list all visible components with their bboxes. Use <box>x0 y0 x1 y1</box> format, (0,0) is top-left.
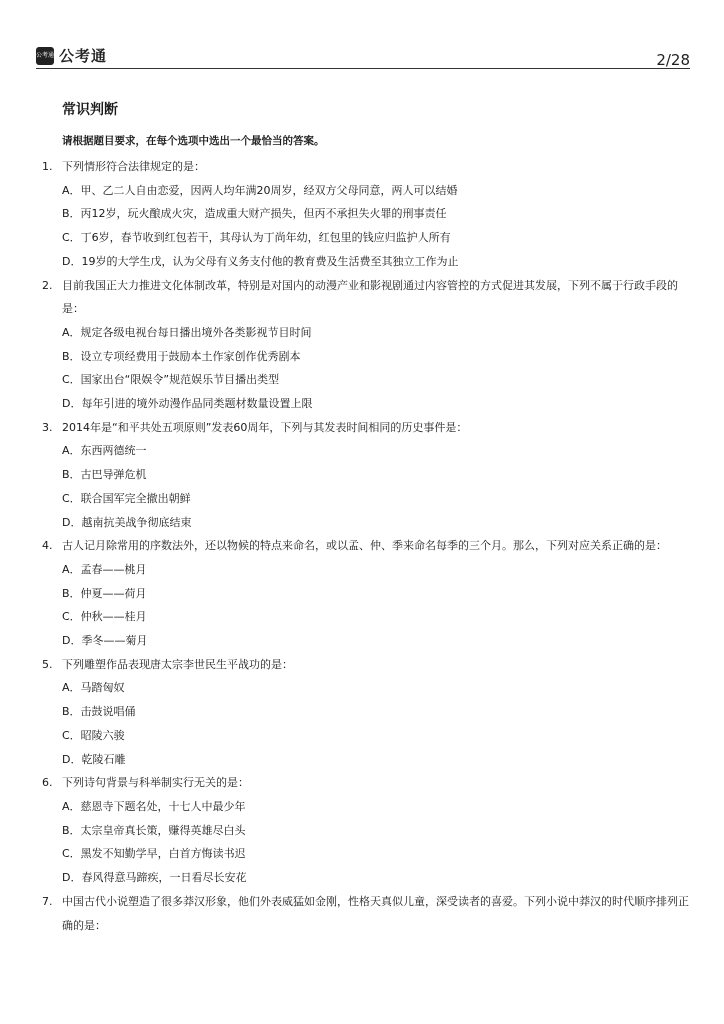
option-a: A．慈恩寺下题名处，十七人中最少年 <box>62 799 246 813</box>
option-d: D．季冬——菊月 <box>62 634 148 648</box>
question-text: 中国古代小说塑造了很多莽汉形象，他们外表威猛如金刚，性格天真似儿童，深受读者的喜爱。下列小说中莽汉的时代顺序排列正确的是： <box>62 894 689 932</box>
question-number: 5. <box>42 657 53 671</box>
question-number: 1. <box>42 160 53 173</box>
option-c: C．国家出台“限娱令”规范娱乐节目播出类型 <box>62 373 280 387</box>
question-3 <box>40 416 690 535</box>
question-4 <box>40 534 690 653</box>
option-a: A．东西两德统一 <box>62 444 147 458</box>
option-b: B．击鼓说唱俑 <box>62 705 136 719</box>
option-b: B．设立专项经费用于鼓励本土作家创作优秀剧本 <box>62 349 301 363</box>
question-number: 3. <box>42 420 53 434</box>
page-number: 2/28 <box>656 51 690 69</box>
option-c: C．联合国军完全撤出朝鲜 <box>62 491 191 505</box>
question-stem <box>40 771 690 795</box>
brand-logo <box>36 45 107 66</box>
option-a: A．规定各级电视台每日播出境外各类影视节目时间 <box>62 325 312 339</box>
logo-text: 公考通 <box>59 47 108 65</box>
header-divider <box>36 68 690 69</box>
option-b: B．古巴导弹危机 <box>62 468 147 482</box>
question-number: 4. <box>42 539 53 553</box>
question-stem <box>40 416 690 440</box>
question-text: 2014年是“和平共处五项原则”发表60周年，下列与其发表时间相同的历史事件是： <box>62 420 468 434</box>
option-c: C．黑发不知勤学早，白首方悔读书迟 <box>62 847 246 861</box>
option-d: D．越南抗美战争彻底结束 <box>62 515 192 529</box>
option-b: B．丙12岁，玩火酿成火灾，造成重大财产损失，但丙不承担失火罪的刑事责任 <box>62 207 447 221</box>
question-stem <box>40 890 690 937</box>
question-stem <box>40 653 690 677</box>
question-number: 6. <box>42 776 53 790</box>
option-d: D．19岁的大学生戊，认为父母有义务支付他的教育费及生活费至其独立工作为止 <box>62 254 459 268</box>
question-2 <box>40 274 690 416</box>
question-stem <box>40 155 690 179</box>
question-6 <box>40 771 690 890</box>
option-a: A．马踏匈奴 <box>62 681 125 695</box>
question-number: 7. <box>42 894 53 908</box>
page-header <box>36 43 690 69</box>
document-body <box>40 100 690 937</box>
option-c: C．丁6岁，春节收到红包若干，其母认为丁尚年幼，红包里的钱应归监护人所有 <box>62 231 451 245</box>
question-text: 下列雕塑作品表现唐太宗李世民生平战功的是： <box>62 657 293 671</box>
question-stem <box>40 534 690 558</box>
option-d: D．每年引进的境外动漫作品同类题材数量设置上限 <box>62 397 313 411</box>
option-c: C．仲秋——桂月 <box>62 610 147 624</box>
section-instruction: 请根据题目要求，在每个选项中选出一个最恰当的答案。 <box>62 135 325 147</box>
question-1 <box>40 155 690 274</box>
option-d: D．乾陵石雕 <box>62 752 126 766</box>
option-b: B．太宗皇帝真长策，赚得英雄尽白头 <box>62 823 246 837</box>
question-7 <box>40 890 690 937</box>
section-title: 常识判断 <box>62 102 118 118</box>
question-number: 2. <box>42 278 53 292</box>
option-a: A．孟春——桃月 <box>62 562 147 576</box>
option-c: C．昭陵六骏 <box>62 728 125 742</box>
question-text: 下列诗句背景与科举制实行无关的是： <box>62 776 249 790</box>
question-stem <box>40 274 690 321</box>
option-d: D．春风得意马蹄疾，一日看尽长安花 <box>62 871 247 885</box>
question-text: 下列情形符合法律规定的是： <box>62 160 205 173</box>
option-a: A．甲、乙二人自由恋爱，因两人均年满20周岁，经双方父母同意，两人可以结婚 <box>62 183 458 197</box>
question-5 <box>40 653 690 772</box>
option-b: B．仲夏——荷月 <box>62 586 147 600</box>
logo-mark-icon: 公考通 <box>36 47 54 65</box>
question-text: 目前我国正大力推进文化体制改革，特别是对国内的动漫产业和影视剧通过内容管控的方式促进其发展，下列不属于行政手段的是： <box>62 278 678 316</box>
question-text: 古人记月除常用的序数法外，还以物候的特点来命名，或以孟、仲、季来命名每季的三个月。那么，下列对应关系正确的是： <box>62 539 667 553</box>
